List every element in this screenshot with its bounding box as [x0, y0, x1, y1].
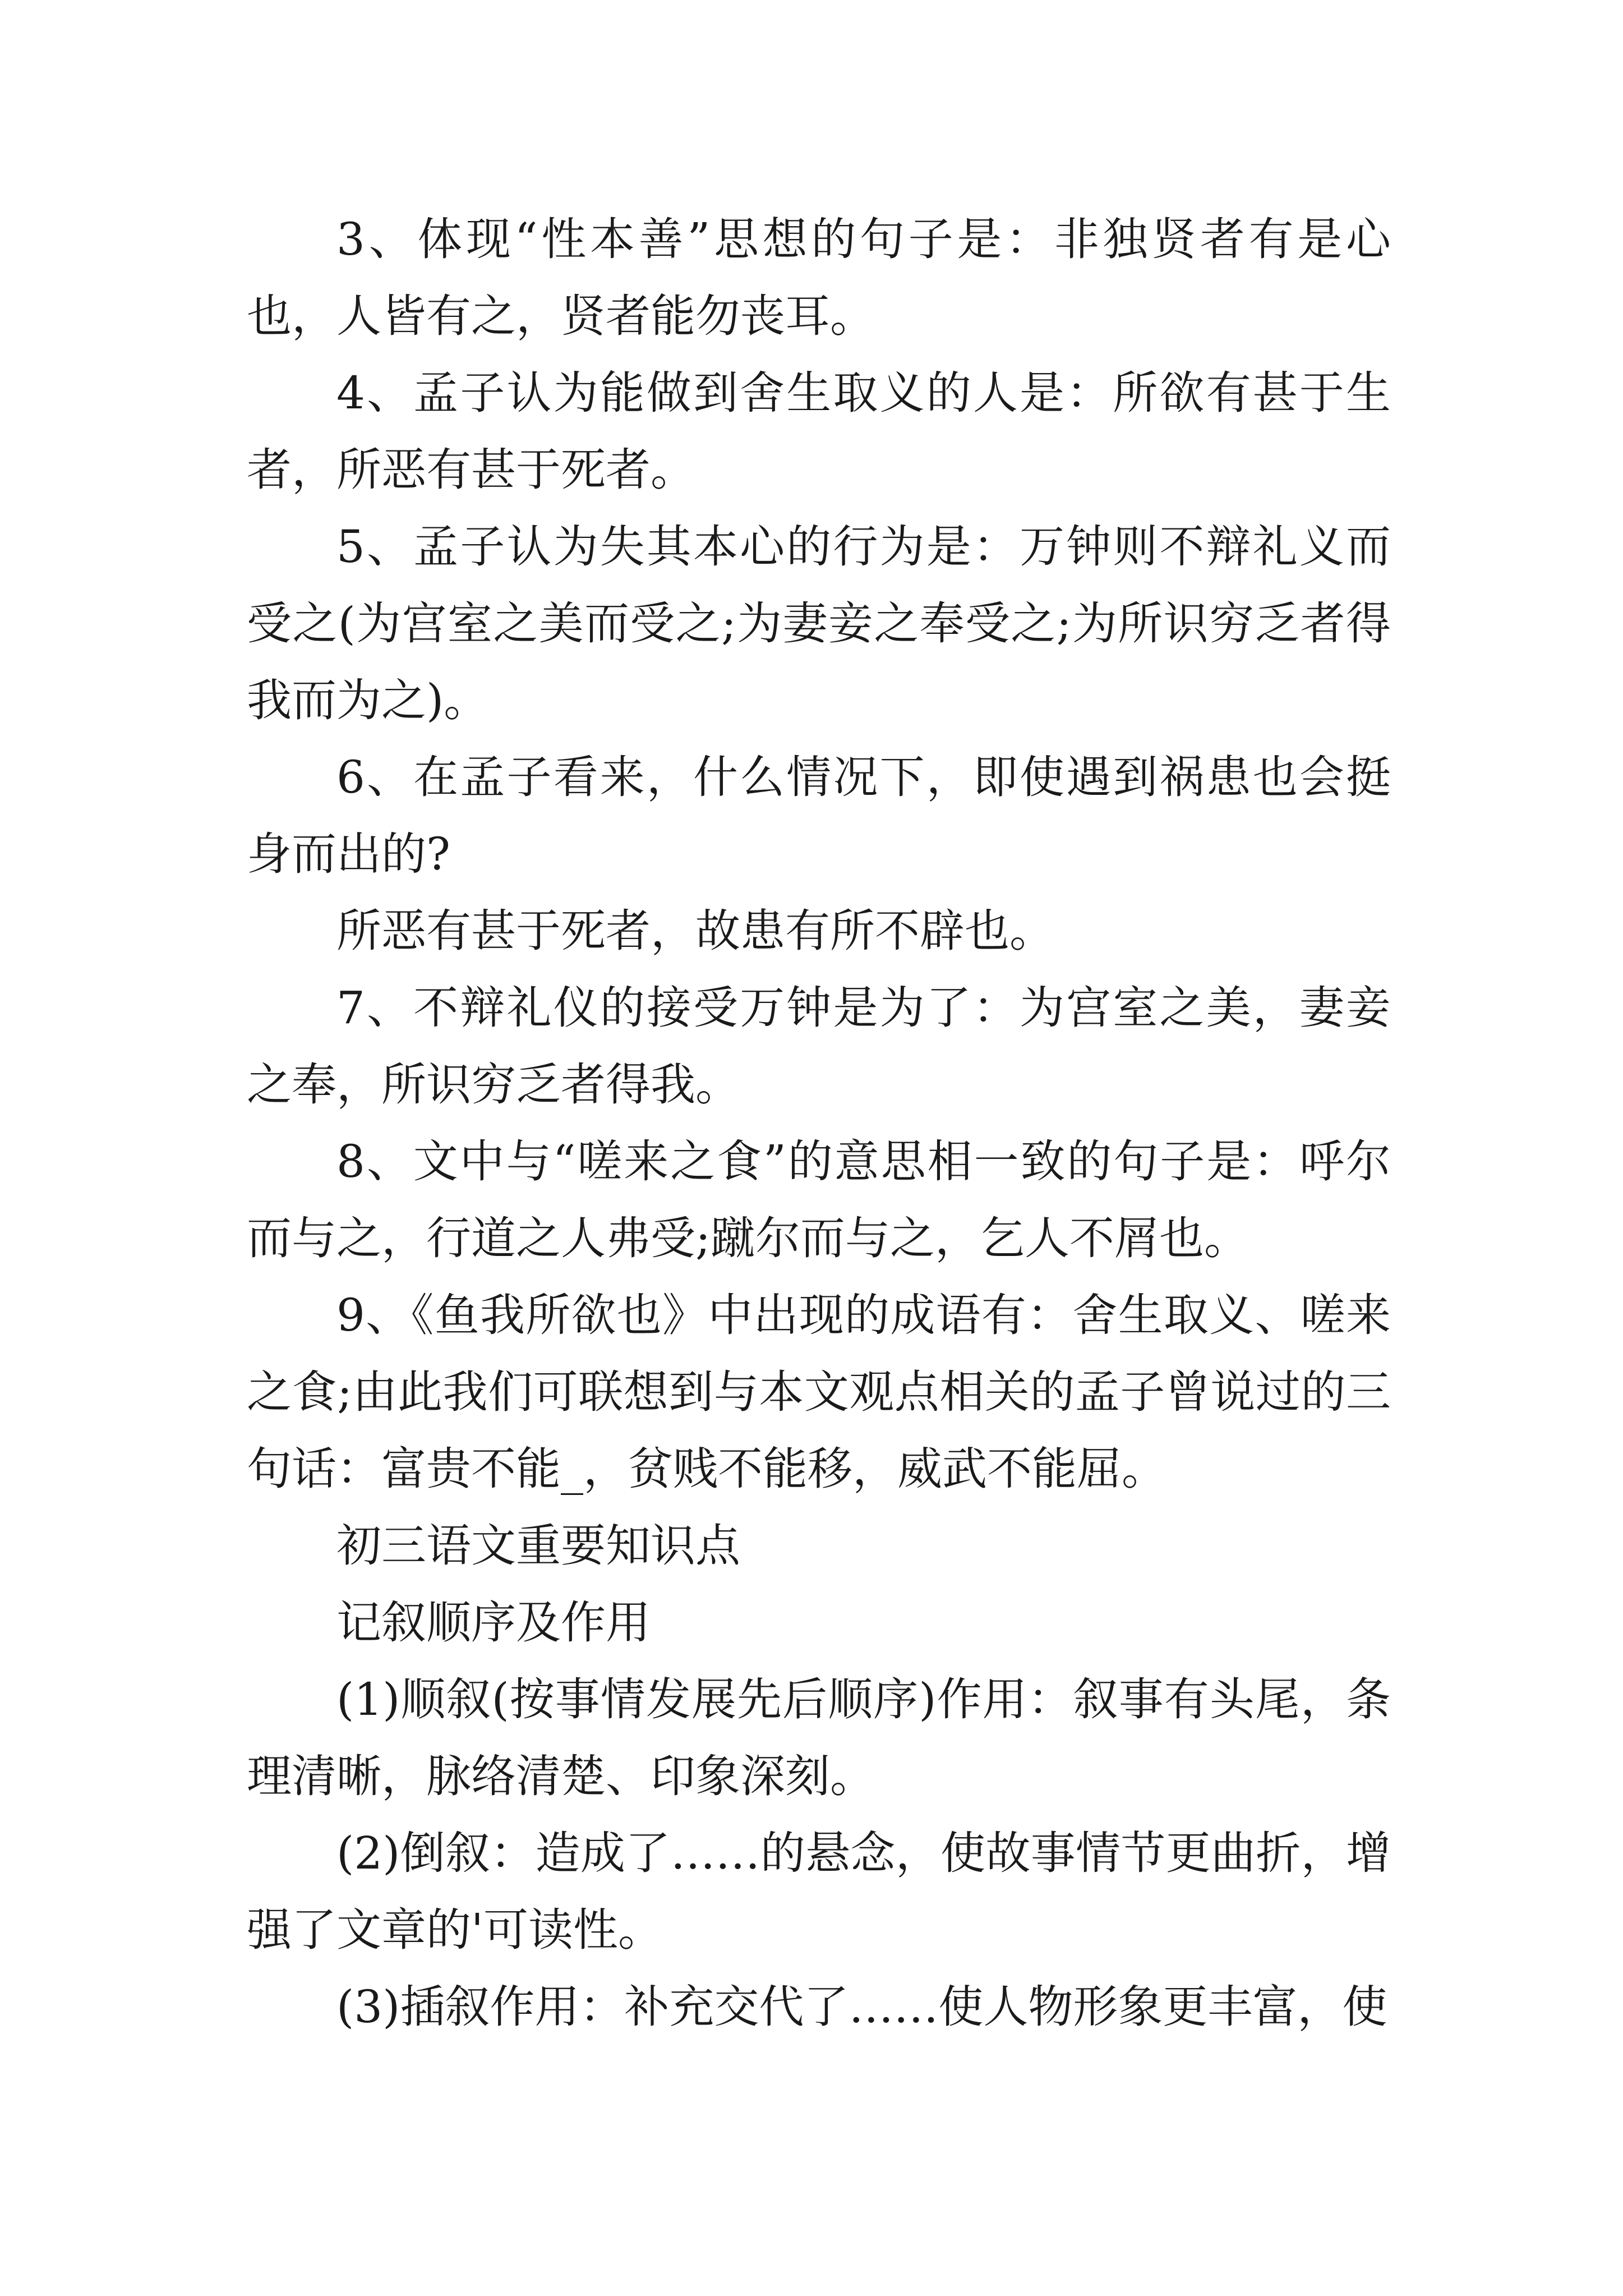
paragraph-item-3: 3、体现“性本善”思想的句子是：非独贤者有是心也，人皆有之，贤者能勿丧耳。 — [247, 213, 1391, 342]
paragraph-order-2: (2)倒叙：造成了……的悬念，使故事情节更曲折，增强了文章的'可读性。 — [247, 1827, 1391, 1956]
paragraph-order-3: (3)插叙作用：补充交代了……使人物形象更丰富，使 — [336, 1981, 1387, 2033]
section-heading: 初三语文重要知识点 — [336, 1520, 740, 1572]
paragraph-item-8: 8、文中与“嗟来之食”的意思相一致的句子是：呼尔而与之，行道之人弗受;蹴尔而与之，乞人不屑也。 — [247, 1135, 1391, 1264]
document-body — [247, 201, 1391, 2045]
paragraph-order-1: (1)顺叙(按事情发展先后顺序)作用：叙事有头尾，条理清晰，脉络清楚、印象深刻。 — [247, 1673, 1391, 1802]
paragraph-item-4: 4、孟子认为能做到舍生取义的人是：所欲有甚于生者，所恶有甚于死者。 — [247, 367, 1391, 496]
subsection-heading: 记叙顺序及作用 — [336, 1596, 651, 1649]
paragraph-answer-6: 所恶有甚于死者，故患有所不辟也。 — [336, 905, 1054, 957]
paragraph-item-6: 6、在孟子看来，什么情况下，即使遇到祸患也会挺身而出的? — [247, 751, 1391, 880]
paragraph-item-5: 5、孟子认为失其本心的行为是：万钟则不辩礼义而受之(为宫室之美而受之;为妻妾之奉受之;为所识穷乏者得我而为之)。 — [247, 521, 1391, 726]
paragraph-item-7: 7、不辩礼仪的接受万钟是为了：为宫室之美，妻妾之奉，所识穷乏者得我。 — [247, 982, 1391, 1111]
paragraph-item-9: 9、《鱼我所欲也》中出现的成语有：舍生取义、嗟来之食;由此我们可联想到与本文观点相关的孟子曾说过的三句话：富贵不能_，贫贱不能移，威武不能屈。 — [247, 1289, 1391, 1495]
